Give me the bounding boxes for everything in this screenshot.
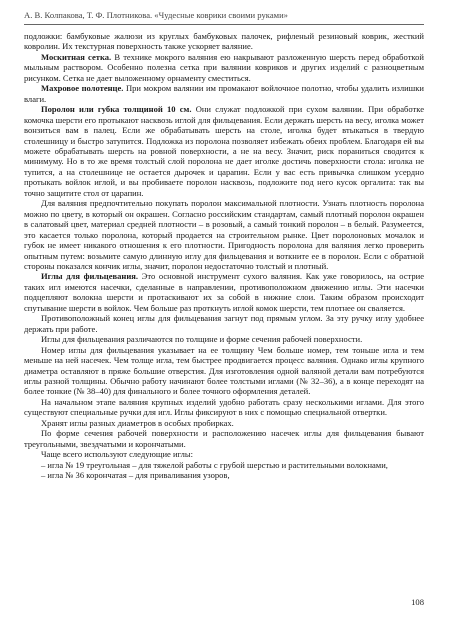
paragraph-felting-needles: Иглы для фильцевания. Это основной инструмент сухого валяния. Как уже говорилось, на острие таких игл имеются насечки, сделанные в направлении, противоположном движению иглы. Эти насечки подцепляют волокна шерсти и протаскивают их за собой в нижние слои. Таким образом происходит спутывание шерсти в войлок. Чем больше раз проткнуть иглой комок шерсти, тем плотнее он сваляется. [24,271,425,313]
paragraph-needle-handle: Противоположный конец иглы для фильцевания загнут под прямым углом. За эту ручку иглу удобнее держать при работе. [24,313,424,334]
page-body [24,31,424,480]
paragraph-multi-needle: На начальном этапе валяния крупных изделий удобно работать сразу несколькими иглами. Для этого существуют специальные ручки для игл. Иглы фиксируют в них с помощью специальной отвертки. [24,396,424,418]
paragraph-cross-section: По форме сечения рабочей поверхности и расположению насечек иглы для фильцевания бывают треугольными, звездчатыми и корончатыми. [24,428,424,449]
paragraph-foam-sponge: Поролон или губка толщиной 10 см. Они служат подложкой при сухом валянии. При обработке комочка шерсти его протыкают насквозь иглой для фильцевания. Если держать шерсть на весу, иголка может вонзиться вам в палец. Если же обрабатывать шерсть на столе, иголка будет втыкаться в твердую столешницу и быстро затупится. Подложка из поролона позволяет избежать обеих проблем. Благодаря ей вы можете обрабатывать шерсть на ровной поверхности, а не на весу. Значит, риск пораниться сводится к минимуму. Но в то же время толстый слой поролона не дает иголке достичь поверхности стола: иголка не тупится, а на столешнице не остается дырочек и царапин. Если у вас есть привычка слишком усердно протыкать войлок иглой, и вы пробиваете поролон насквозь, подложите под него кусок оргалита: так вы точно защитите стол от царапин. [24,104,424,198]
paragraph-common-needles: Чаще всего используют следующие иглы: [41,449,193,460]
paragraph-continuation: подложки: бамбуковые жалюзи из круглых бамбуковых палочек, рифленый резиновый коврик, жесткий ковролин. Их текстурная поверхность также ускоряет валяние. [24,31,424,52]
page-number: 108 [411,597,424,607]
paragraph-needle-types: Иглы для фильцевания различаются по толщине и форме сечения рабочей поверхности. [41,334,363,345]
paragraph-terry-towel: Махровое полотенце. При мокром валянии им промакают войлочное полотно, чтобы удалить излишки влаги. [24,83,424,104]
paragraph-foam-density: Для валяния предпочтительно покупать поролон максимальной плотности. Узнать плотность поролона можно по цвету, в который он окрашен. Согласно российским стандартам, самый плотный поролон окрашен в салатовый цвет, материал средней плотности – в розовый, а самый тонкий поролон – в белый. Разумеется, это касается только поролона, который продается на строительном рынке. Цвет поролоновых мочалок и губок не имеет никакого отношения к его плотности. Пригодность поролона для валяния легко проверить опытным путем: возьмите самую длинную иглу для фильцевания и воткните ее в поролон. Если с обратной стороны показался кончик иглы, значит, поролон недостаточно толстый и плотный. [24,198,424,271]
list-item-needle-19: – игла № 19 треугольная – для тяжелой работы с грубой шерстью и растительными волокнами, [41,459,388,470]
paragraph-needle-numbers: Номер иглы для фильцевания указывает на ее толщину Чем больше номер, тем тоньше игла и тем меньше на ней насечек. Чем толще игла, тем быстрее продвигается процесс валяния. Однако иглы крупного диаметра оставляют в пряже большие отверстия. Для изготовления одной валяной детали вам потребуются иглы разной толщины. Обычно работу начинают более толстыми иглами (№ 32–36), а в конце переходят на более тонкие (№ 38–40) для финального и более точного оформления деталей. [24,344,424,397]
paragraph-storage: Хранят иглы разных диаметров в особых пробирках. [41,417,234,428]
list-item-needle-36: – игла № 36 корончатая – для приваливания узоров, [41,470,230,481]
header-divider [24,24,424,25]
paragraph-mosquito-net: Москитная сетка. В технике мокрого валяния ею накрывают разложенную шерсть перед обработкой мыльным раствором. Особенно полезна сетка при валянии ковриков и других изделий с разноцветным рисунком. Сетка не дает выложенному орнаменту сместиться. [24,51,424,83]
running-header: А. В. Колпакова, Т. Ф. Плотникова. «Чудесные коврики своими руками» [24,10,288,20]
